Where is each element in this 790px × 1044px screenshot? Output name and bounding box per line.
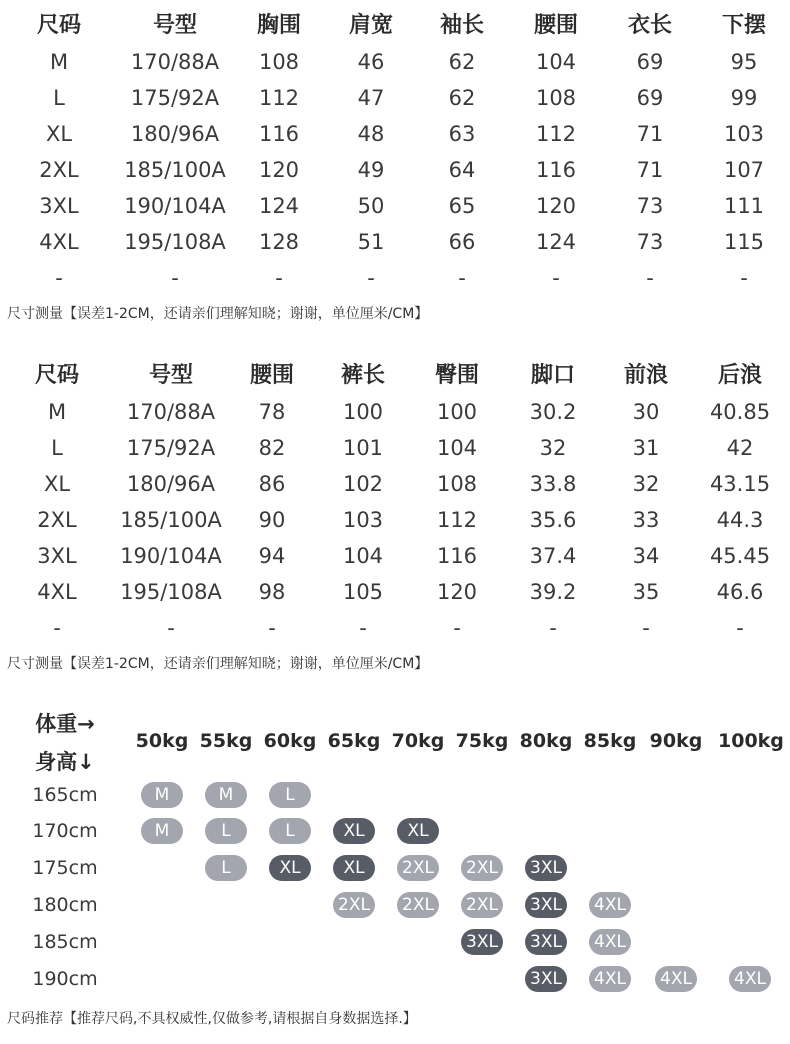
table-cell: 180/96A xyxy=(126,472,216,496)
table-cell: 44.3 xyxy=(716,508,764,532)
height-label: 190cm xyxy=(32,968,98,990)
table-cell: 51 xyxy=(357,230,385,254)
table-cell: - xyxy=(359,616,367,640)
table-row xyxy=(0,44,790,80)
table-cell: - xyxy=(167,616,175,640)
table-cell: 2XL xyxy=(37,508,77,532)
header-cell-model: 号型 xyxy=(152,13,197,38)
header-cell-hip: 臀围 xyxy=(434,363,479,388)
table-cell: 47 xyxy=(357,86,385,110)
header-cell-model: 号型 xyxy=(148,363,193,388)
table-cell: 120 xyxy=(258,158,300,182)
table-cell: 33 xyxy=(632,508,660,532)
size-badge: 4XL xyxy=(589,929,631,955)
table-cell: 105 xyxy=(342,580,384,604)
table-cell: - xyxy=(549,616,557,640)
table-cell: 48 xyxy=(357,122,385,146)
table-cell: 120 xyxy=(535,194,577,218)
header-cell-back-rise: 后浪 xyxy=(717,363,762,388)
top-table-note: 尺寸测量【误差1-2CM，还请亲们理解知晓；谢谢，单位厘米/CM】 xyxy=(7,306,429,322)
size-badge: 2XL xyxy=(333,892,375,918)
size-badge: 3XL xyxy=(525,855,567,881)
size-badge: M xyxy=(141,782,183,808)
table-cell: 190/104A xyxy=(124,194,226,218)
table-cell: 46 xyxy=(357,50,385,74)
table-cell: 95 xyxy=(730,50,758,74)
table-cell: 185/100A xyxy=(120,508,222,532)
table-cell: 100 xyxy=(342,400,384,424)
top-table-header-row xyxy=(0,8,790,44)
header-cell-pant-length: 裤长 xyxy=(340,363,385,388)
table-cell: - xyxy=(736,616,744,640)
size-badge: M xyxy=(205,782,247,808)
height-row xyxy=(0,887,790,923)
height-row xyxy=(0,924,790,960)
table-cell: 62 xyxy=(448,86,476,110)
weight-column-label: 90kg xyxy=(649,730,703,752)
table-cell: 103 xyxy=(723,122,765,146)
height-axis-label: 身高↓ xyxy=(35,750,95,774)
table-cell: 31 xyxy=(632,436,660,460)
header-cell-sleeve: 袖长 xyxy=(439,13,484,38)
table-cell: - xyxy=(367,266,375,290)
table-cell: 64 xyxy=(448,158,476,182)
table-cell: 4XL xyxy=(37,580,77,604)
table-cell: 34 xyxy=(632,544,660,568)
table-cell: XL xyxy=(45,122,73,146)
table-row xyxy=(0,574,790,610)
table-row xyxy=(0,224,790,260)
table-cell: 86 xyxy=(258,472,286,496)
bottom-size-table xyxy=(0,358,790,646)
weight-column-label: 60kg xyxy=(263,730,317,752)
size-badge: L xyxy=(269,782,311,808)
weight-column-label: 100kg xyxy=(718,730,784,752)
table-cell: 3XL xyxy=(37,544,77,568)
table-cell: 30.2 xyxy=(529,400,577,424)
table-cell: - xyxy=(55,266,63,290)
table-row xyxy=(0,430,790,466)
recommendation-note: 尺码推荐【推荐尺码,不具权威性,仅做参考,请根据自身数据选择.】 xyxy=(7,1011,417,1027)
height-label: 165cm xyxy=(32,784,98,806)
table-cell: 103 xyxy=(342,508,384,532)
size-badge: XL xyxy=(333,818,375,844)
table-cell: - xyxy=(453,616,461,640)
table-cell: 100 xyxy=(436,400,478,424)
table-cell: 35.6 xyxy=(529,508,577,532)
size-badge: XL xyxy=(397,818,439,844)
table-cell: 62 xyxy=(448,50,476,74)
header-cell-shoulder: 肩宽 xyxy=(348,13,393,38)
table-cell: 180/96A xyxy=(130,122,220,146)
table-cell: L xyxy=(51,436,63,460)
table-cell: 107 xyxy=(723,158,765,182)
table-cell: - xyxy=(646,266,654,290)
table-row xyxy=(0,80,790,116)
table-cell: 185/100A xyxy=(124,158,226,182)
table-cell: 195/108A xyxy=(124,230,226,254)
table-cell: M xyxy=(49,50,69,74)
table-cell: 170/88A xyxy=(126,400,216,424)
table-cell: 71 xyxy=(636,158,664,182)
table-cell: 66 xyxy=(448,230,476,254)
table-cell: 102 xyxy=(342,472,384,496)
table-cell: 175/92A xyxy=(130,86,220,110)
header-cell-size: 尺码 xyxy=(34,363,79,388)
size-badge: 3XL xyxy=(525,929,567,955)
table-cell: 175/92A xyxy=(126,436,216,460)
size-badge: L xyxy=(205,855,247,881)
table-cell: - xyxy=(740,266,748,290)
table-cell: 45.45 xyxy=(709,544,771,568)
table-cell: 128 xyxy=(258,230,300,254)
table-cell: L xyxy=(53,86,65,110)
table-cell: 32 xyxy=(632,472,660,496)
table-cell: 35 xyxy=(632,580,660,604)
size-badge: 3XL xyxy=(461,929,503,955)
table-cell: 94 xyxy=(258,544,286,568)
table-cell: 116 xyxy=(535,158,577,182)
table-row xyxy=(0,152,790,188)
size-badge: 3XL xyxy=(525,966,567,992)
weight-column-label: 55kg xyxy=(199,730,253,752)
table-cell: 69 xyxy=(636,86,664,110)
size-badge: 2XL xyxy=(461,892,503,918)
table-cell: - xyxy=(171,266,179,290)
table-cell: 71 xyxy=(636,122,664,146)
weight-column-label: 85kg xyxy=(583,730,637,752)
size-badge: 3XL xyxy=(525,892,567,918)
header-cell-hem: 下摆 xyxy=(721,13,766,38)
table-cell: 3XL xyxy=(39,194,79,218)
table-cell: - xyxy=(458,266,466,290)
weight-column-label: 70kg xyxy=(391,730,445,752)
weight-axis-label: 体重→ xyxy=(35,712,95,736)
header-cell-waist: 腰围 xyxy=(249,363,294,388)
size-badge: 2XL xyxy=(397,855,439,881)
table-cell: 37.4 xyxy=(529,544,577,568)
table-cell: 2XL xyxy=(39,158,79,182)
table-cell: 43.15 xyxy=(709,472,771,496)
size-badge: M xyxy=(141,818,183,844)
size-badge: 2XL xyxy=(397,892,439,918)
table-cell: - xyxy=(642,616,650,640)
table-cell: 49 xyxy=(357,158,385,182)
size-badge: 4XL xyxy=(589,892,631,918)
size-badge: 4XL xyxy=(729,966,771,992)
table-cell: 82 xyxy=(258,436,286,460)
table-cell: 73 xyxy=(636,194,664,218)
header-cell-waist: 腰围 xyxy=(533,13,578,38)
bottom-table-header-row xyxy=(0,358,790,394)
table-cell: 108 xyxy=(258,50,300,74)
table-row xyxy=(0,502,790,538)
table-cell: 104 xyxy=(436,436,478,460)
table-cell: 101 xyxy=(342,436,384,460)
table-cell: 190/104A xyxy=(120,544,222,568)
table-cell: 195/108A xyxy=(120,580,222,604)
table-cell: 99 xyxy=(730,86,758,110)
size-badge: XL xyxy=(333,855,375,881)
size-badge: L xyxy=(205,818,247,844)
header-cell-length: 衣长 xyxy=(627,13,672,38)
table-row xyxy=(0,116,790,152)
table-cell: 112 xyxy=(258,86,300,110)
table-cell: 111 xyxy=(723,194,765,218)
size-badge: 2XL xyxy=(461,855,503,881)
table-cell: - xyxy=(275,266,283,290)
table-cell: 40.85 xyxy=(709,400,771,424)
table-cell: 108 xyxy=(535,86,577,110)
size-badge: 4XL xyxy=(589,966,631,992)
table-row xyxy=(0,188,790,224)
table-cell: 30 xyxy=(632,400,660,424)
weight-column-label: 80kg xyxy=(519,730,573,752)
table-cell: 124 xyxy=(258,194,300,218)
table-cell: M xyxy=(47,400,67,424)
table-row xyxy=(0,610,790,646)
table-cell: 120 xyxy=(436,580,478,604)
table-cell: 98 xyxy=(258,580,286,604)
height-row xyxy=(0,961,790,997)
table-row xyxy=(0,538,790,574)
header-cell-front-rise: 前浪 xyxy=(623,363,668,388)
size-recommendation-grid xyxy=(0,700,790,1010)
size-badge: L xyxy=(269,818,311,844)
table-cell: 116 xyxy=(258,122,300,146)
table-cell: 112 xyxy=(535,122,577,146)
table-cell: 42 xyxy=(726,436,754,460)
table-cell: - xyxy=(552,266,560,290)
header-cell-size: 尺码 xyxy=(36,13,81,38)
table-cell: 69 xyxy=(636,50,664,74)
table-cell: 39.2 xyxy=(529,580,577,604)
height-row xyxy=(0,850,790,886)
table-cell: - xyxy=(268,616,276,640)
size-badge: 4XL xyxy=(655,966,697,992)
height-label: 185cm xyxy=(32,931,98,953)
table-cell: 104 xyxy=(535,50,577,74)
table-cell: 108 xyxy=(436,472,478,496)
weight-column-label: 50kg xyxy=(135,730,189,752)
table-cell: 33.8 xyxy=(529,472,577,496)
table-cell: 73 xyxy=(636,230,664,254)
table-cell: - xyxy=(53,616,61,640)
table-cell: 46.6 xyxy=(716,580,764,604)
height-row xyxy=(0,777,790,813)
table-cell: 78 xyxy=(258,400,286,424)
table-cell: 112 xyxy=(436,508,478,532)
table-cell: 104 xyxy=(342,544,384,568)
height-label: 180cm xyxy=(32,894,98,916)
header-cell-leg-opening: 脚口 xyxy=(530,363,575,388)
table-cell: 63 xyxy=(448,122,476,146)
table-cell: 50 xyxy=(357,194,385,218)
table-row xyxy=(0,394,790,430)
table-cell: 32 xyxy=(539,436,567,460)
table-cell: 115 xyxy=(723,230,765,254)
height-label: 170cm xyxy=(32,820,98,842)
table-cell: 170/88A xyxy=(130,50,220,74)
top-size-table xyxy=(0,8,790,296)
table-row xyxy=(0,466,790,502)
weight-column-label: 65kg xyxy=(327,730,381,752)
height-label: 175cm xyxy=(32,857,98,879)
table-cell: 124 xyxy=(535,230,577,254)
table-cell: 90 xyxy=(258,508,286,532)
table-row xyxy=(0,260,790,296)
table-cell: 4XL xyxy=(39,230,79,254)
header-cell-chest: 胸围 xyxy=(256,13,301,38)
table-cell: 116 xyxy=(436,544,478,568)
height-row xyxy=(0,813,790,849)
table-cell: 65 xyxy=(448,194,476,218)
weight-column-label: 75kg xyxy=(455,730,509,752)
table-cell: XL xyxy=(43,472,71,496)
bottom-table-note: 尺寸测量【误差1-2CM，还请亲们理解知晓；谢谢，单位厘米/CM】 xyxy=(7,656,429,672)
size-badge: XL xyxy=(269,855,311,881)
